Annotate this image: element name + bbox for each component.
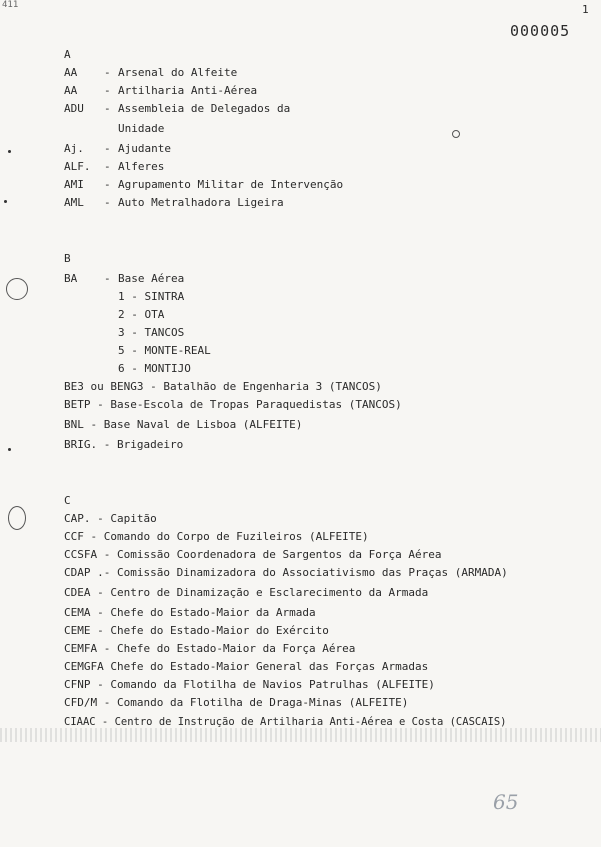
- base-item: 5 - MONTE-REAL: [118, 344, 211, 357]
- entry-definition: Artilharia Anti-Aérea: [118, 84, 258, 97]
- entry-row: CCF - Comando do Corpo de Fuzileiros (ALFEITE): [64, 530, 369, 543]
- punch-hole: [6, 278, 28, 300]
- scan-speck: [4, 200, 7, 203]
- entry-row: BE3 ou BENG3 - Batalhão de Engenharia 3 (TANCOS): [64, 380, 382, 393]
- entry-row: CEMA - Chefe do Estado-Maior da Armada: [64, 606, 316, 619]
- entry-row: BNL - Base Naval de Lisboa (ALFEITE): [64, 418, 303, 431]
- entry-dash: -: [104, 142, 111, 155]
- entry-definition: Alferes: [118, 160, 165, 173]
- entry-dash: -: [104, 178, 111, 191]
- punch-hole: [8, 506, 26, 530]
- scan-speck: [8, 448, 11, 451]
- entry-abbr: ALF.: [64, 160, 91, 173]
- scan-speck: [452, 130, 460, 138]
- entry-definition: Ajudante: [118, 142, 171, 155]
- entry-definition-continued: Unidade: [118, 122, 165, 135]
- entry-abbr: AML: [64, 196, 84, 209]
- entry-abbr: BA: [64, 272, 78, 285]
- section-letter-b: B: [64, 252, 71, 265]
- entry-row: CDAP .- Comissão Dinamizadora do Associativismo das Praças (ARMADA): [64, 566, 508, 579]
- entry-row: CEMGFA Chefe do Estado-Maior General das Forças Armadas: [64, 660, 429, 673]
- entry-dash: -: [104, 66, 111, 79]
- entry-dash: -: [104, 272, 111, 285]
- section-letter-a: A: [64, 48, 71, 61]
- document-number: 000005: [510, 22, 571, 40]
- entry-row: CAP. - Capitão: [64, 512, 157, 525]
- entry-definition: Arsenal do Alfeite: [118, 66, 238, 79]
- scan-speck: [8, 150, 11, 153]
- entry-definition: Auto Metralhadora Ligeira: [118, 196, 284, 209]
- handwritten-number: 65: [493, 790, 519, 814]
- entry-abbr: ADU: [64, 102, 84, 115]
- entry-row: BETP - Base-Escola de Tropas Paraquedistas (TANCOS): [64, 398, 402, 411]
- entry-abbr: AMI: [64, 178, 84, 191]
- entry-row: CIAAC - Centro de Instrução de Artilharia Anti-Aérea e Costa (CASCAIS): [64, 716, 507, 728]
- entry-row: CFNP - Comando da Flotilha de Navios Patrulhas (ALFEITE): [64, 678, 435, 691]
- entry-definition: Agrupamento Militar de Intervenção: [118, 178, 344, 191]
- section-letter-c: C: [64, 494, 71, 507]
- corner-mark: 411: [2, 0, 19, 10]
- base-item: 2 - OTA: [118, 308, 165, 321]
- scan-noise-band: [0, 728, 601, 742]
- entry-row: CFD/M - Comando da Flotilha de Draga-Minas (ALFEITE): [64, 696, 409, 709]
- entry-abbr: AA: [64, 84, 78, 97]
- base-item: 6 - MONTIJO: [118, 362, 191, 375]
- entry-row: CCSFA - Comissão Coordenadora de Sargentos da Força Aérea: [64, 548, 442, 561]
- entry-dash: -: [104, 196, 111, 209]
- entry-abbr: Aj.: [64, 142, 84, 155]
- entry-row: CDEA - Centro de Dinamização e Esclarecimento da Armada: [64, 586, 429, 599]
- entry-dash: -: [104, 160, 111, 173]
- page-number: 1: [582, 3, 589, 16]
- entry-definition: Assembleia de Delegados da: [118, 102, 291, 115]
- entry-definition: Base Aérea: [118, 272, 185, 285]
- entry-row: BRIG. - Brigadeiro: [64, 438, 184, 451]
- entry-dash: -: [104, 84, 111, 97]
- entry-row: CEMFA - Chefe do Estado-Maior da Força Aérea: [64, 642, 356, 655]
- base-item: 3 - TANCOS: [118, 326, 185, 339]
- entry-abbr: AA: [64, 66, 78, 79]
- base-item: 1 - SINTRA: [118, 290, 185, 303]
- entry-row: CEME - Chefe do Estado-Maior do Exército: [64, 624, 329, 637]
- entry-dash: -: [104, 102, 111, 115]
